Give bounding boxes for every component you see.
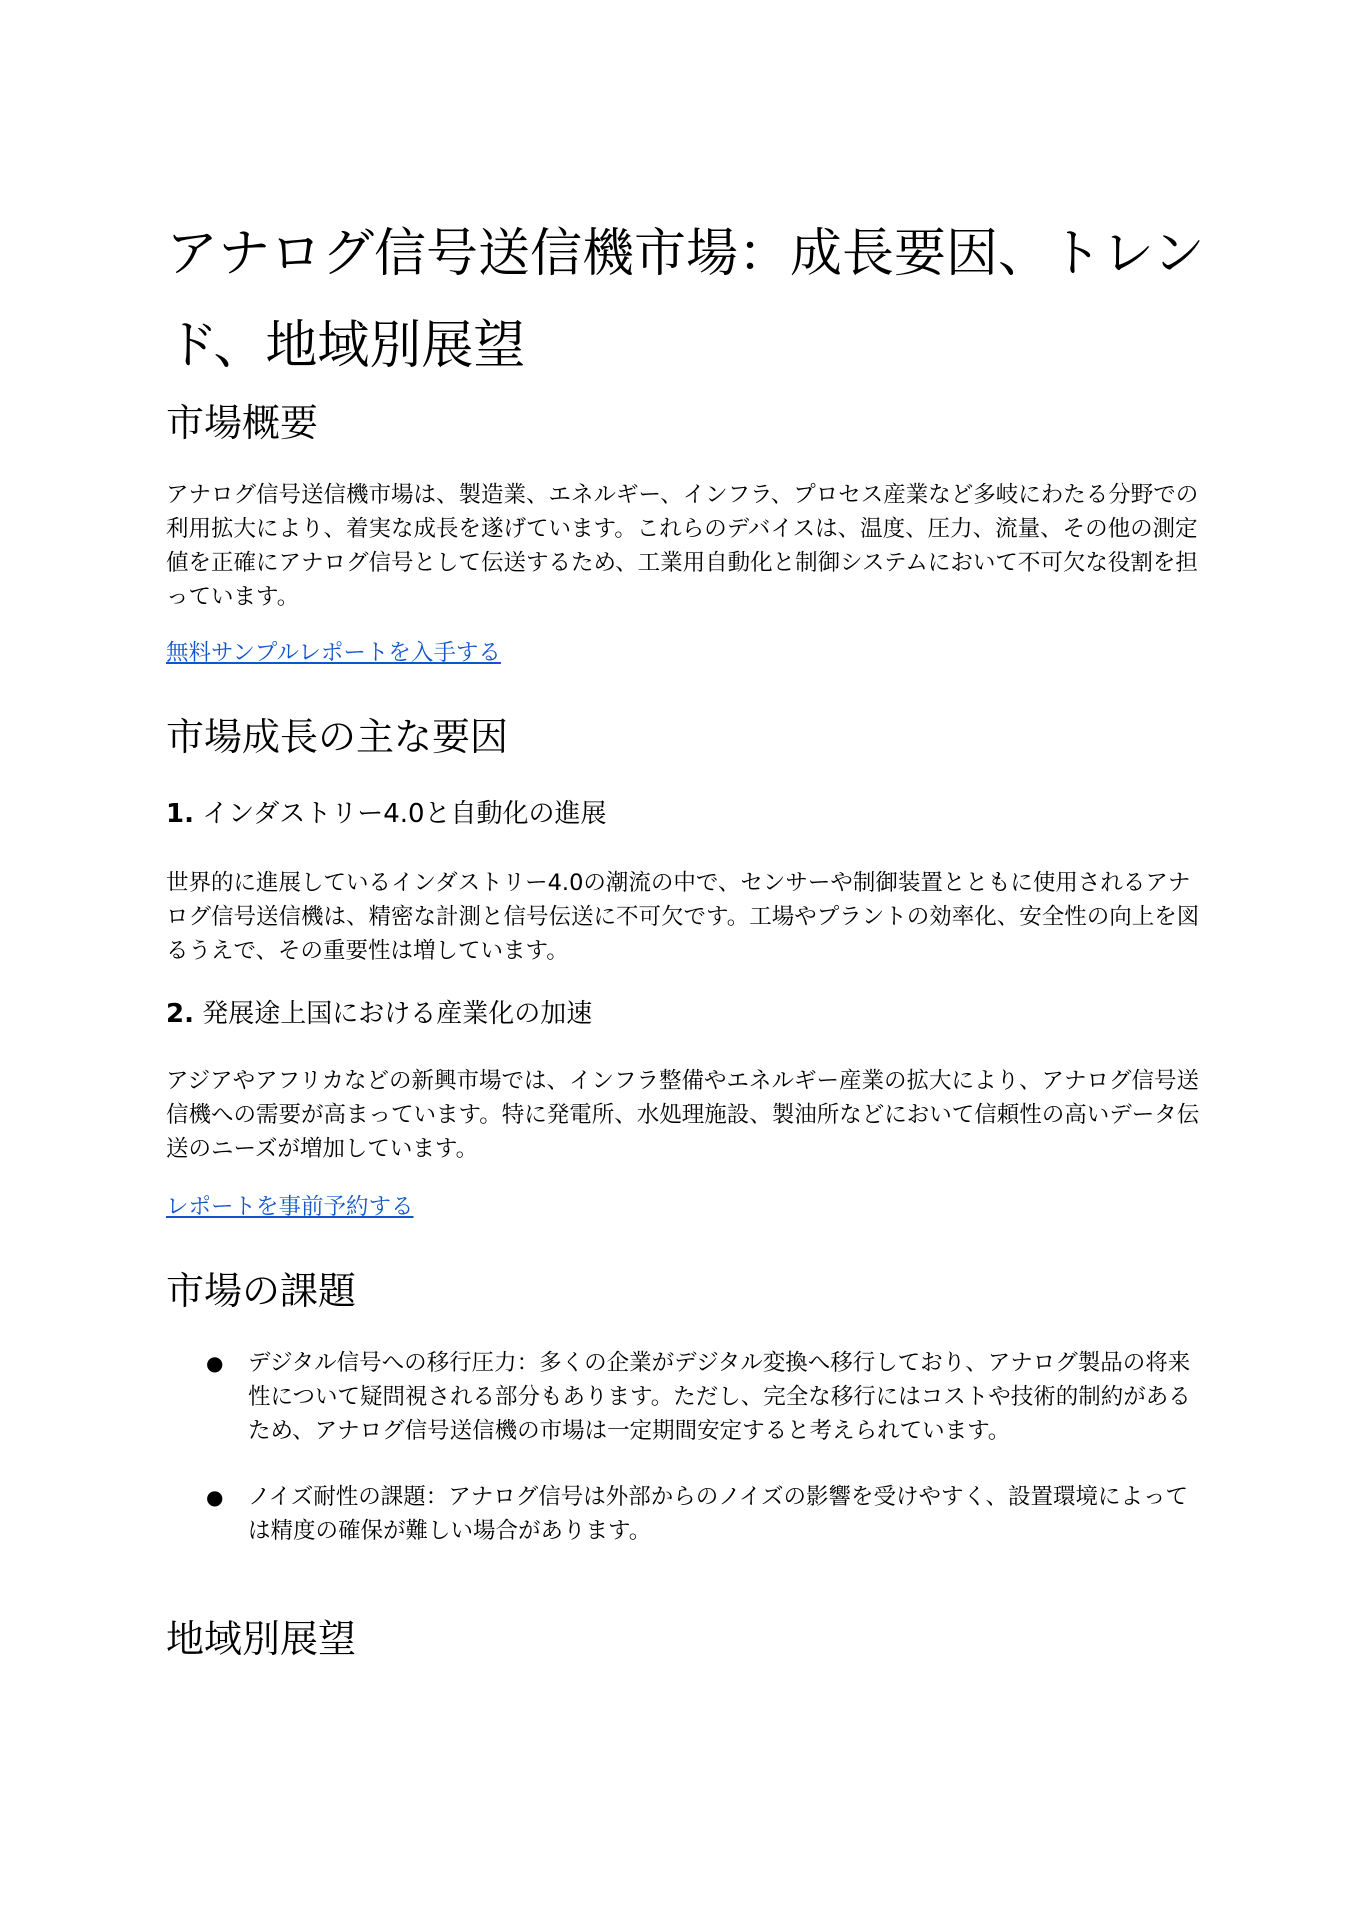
list-item-text: ノイズ耐性の課題：アナログ信号は外部からのノイズの影響を受けやすく、設置環境によっては精度の確保が難しい場合があります。 (248, 1484, 1189, 1544)
list-item (206, 1480, 1206, 1548)
section-heading-overview: 市場概要 (166, 401, 319, 445)
section-heading-regional: 地域別展望 (166, 1617, 357, 1661)
document-title: アナログ信号送信機市場：成長要因、トレンド、地域別展望 (166, 224, 1205, 376)
section-heading-drivers: 市場成長の主な要因 (166, 715, 509, 759)
driver-title: 発展途上国における産業化の加速 (202, 999, 593, 1029)
overview-paragraph: アナログ信号送信機市場は、製造業、エネルギー、インフラ、プロセス産業など多岐にわたる分野での利用拡大により、着実な成長を遂げています。これらのデバイスは、温度、圧力、流量、その他の測定値を正確にアナログ信号として伝送するため、工業用自動化と制御システムにおいて不可欠な役割を担っています。 (166, 482, 1199, 610)
driver-paragraph-2: アジアやアフリカなどの新興市場では、インフラ整備やエネルギー産業の拡大により、アナログ信号送信機への需要が高まっています。特に発電所、水処理施設、製油所などにおいて信頼性の高いデータ伝送のニーズが増加しています。 (166, 1068, 1200, 1162)
pre-order-report-link[interactable]: レポートを事前予約する (166, 1194, 414, 1220)
free-sample-report-link[interactable]: 無料サンプルレポートを入手する (166, 640, 501, 666)
bullet-icon: ● (206, 1485, 224, 1509)
list-item-text: デジタル信号への移行圧力：多くの企業がデジタル変換へ移行しており、アナログ製品の将来性について疑問視される部分もあります。ただし、完全な移行にはコストや技術的制約があるため、アナログ信号送信機の市場は一定期間安定すると考えられています。 (248, 1350, 1191, 1444)
driver-number: 1. (166, 799, 194, 829)
driver-heading-2 (166, 996, 592, 1032)
section-heading-challenges: 市場の課題 (166, 1269, 357, 1313)
driver-paragraph-1: 世界的に進展しているインダストリー4.0の潮流の中で、センサーや制御装置とともに使用されるアナログ信号送信機は、精密な計測と信号伝送に不可欠です。工場やプラントの効率化、安全性の向上を図るうえで、その重要性は増しています。 (166, 870, 1200, 964)
driver-number: 2. (166, 999, 194, 1029)
list-item (206, 1346, 1206, 1448)
driver-heading-1 (166, 796, 607, 832)
bullet-icon: ● (206, 1351, 224, 1375)
driver-title: インダストリー4.0と自動化の進展 (202, 799, 607, 829)
challenges-list (206, 1346, 1206, 1580)
